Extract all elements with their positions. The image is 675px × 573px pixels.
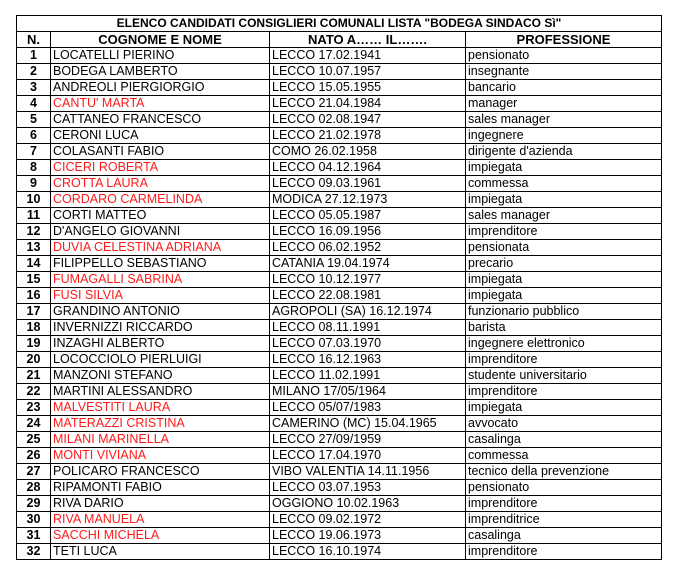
candidates-document [16, 15, 662, 560]
profession: impiegata [466, 288, 662, 304]
candidate-name: CICERI ROBERTA [51, 160, 270, 176]
table-row [17, 160, 662, 176]
profession: pensionato [466, 48, 662, 64]
profession: studente universitario [466, 368, 662, 384]
candidate-name: FUSI SILVIA [51, 288, 270, 304]
candidate-name: GRANDINO ANTONIO [51, 304, 270, 320]
candidate-name: POLICARO FRANCESCO [51, 464, 270, 480]
profession: bancario [466, 80, 662, 96]
birth-place-date: LECCO 27/09/1959 [270, 432, 466, 448]
row-number: 20 [17, 352, 51, 368]
birth-place-date: LECCO 08.11.1991 [270, 320, 466, 336]
birth-place-date: LECCO 15.05.1955 [270, 80, 466, 96]
column-header-row [17, 32, 662, 48]
candidate-name: RIVA MANUELA [51, 512, 270, 528]
table-row [17, 496, 662, 512]
table-row [17, 192, 662, 208]
row-number: 19 [17, 336, 51, 352]
birth-place-date: OGGIONO 10.02.1963 [270, 496, 466, 512]
table-row [17, 464, 662, 480]
table-title-row [17, 16, 662, 32]
row-number: 28 [17, 480, 51, 496]
row-number: 13 [17, 240, 51, 256]
profession: imprenditore [466, 544, 662, 560]
candidate-name: MILANI MARINELLA [51, 432, 270, 448]
row-number: 10 [17, 192, 51, 208]
candidate-name: CERONI LUCA [51, 128, 270, 144]
profession: precario [466, 256, 662, 272]
birth-place-date: LECCO 16.12.1963 [270, 352, 466, 368]
row-number: 21 [17, 368, 51, 384]
row-number: 9 [17, 176, 51, 192]
table-row [17, 512, 662, 528]
candidates-table [16, 15, 662, 560]
candidate-name: LOCOCCIOLO PIERLUIGI [51, 352, 270, 368]
birth-place-date: LECCO 17.02.1941 [270, 48, 466, 64]
table-row [17, 176, 662, 192]
row-number: 32 [17, 544, 51, 560]
profession: tecnico della prevenzione [466, 464, 662, 480]
birth-place-date: LECCO 17.04.1970 [270, 448, 466, 464]
profession: sales manager [466, 112, 662, 128]
candidate-name: TETI LUCA [51, 544, 270, 560]
row-number: 18 [17, 320, 51, 336]
birth-place-date: LECCO 02.08.1947 [270, 112, 466, 128]
birth-place-date: LECCO 10.07.1957 [270, 64, 466, 80]
birth-place-date: LECCO 05.05.1987 [270, 208, 466, 224]
table-row [17, 96, 662, 112]
profession: ingegnere elettronico [466, 336, 662, 352]
table-row [17, 64, 662, 80]
row-number: 30 [17, 512, 51, 528]
profession: pensionata [466, 240, 662, 256]
row-number: 8 [17, 160, 51, 176]
table-row [17, 208, 662, 224]
birth-place-date: MODICA 27.12.1973 [270, 192, 466, 208]
profession: imprenditore [466, 352, 662, 368]
column-header-number: N. [17, 32, 51, 48]
table-row [17, 384, 662, 400]
row-number: 27 [17, 464, 51, 480]
birth-place-date: LECCO 09.02.1972 [270, 512, 466, 528]
profession: ingegnere [466, 128, 662, 144]
table-row [17, 288, 662, 304]
birth-place-date: LECCO 10.12.1977 [270, 272, 466, 288]
birth-place-date: LECCO 19.06.1973 [270, 528, 466, 544]
table-row [17, 272, 662, 288]
row-number: 22 [17, 384, 51, 400]
profession: imprenditore [466, 224, 662, 240]
table-row [17, 144, 662, 160]
profession: imprenditrice [466, 512, 662, 528]
row-number: 4 [17, 96, 51, 112]
candidate-name: INZAGHI ALBERTO [51, 336, 270, 352]
table-row [17, 544, 662, 560]
table-title: ELENCO CANDIDATI CONSIGLIERI COMUNALI LISTA "BODEGA SINDACO Sì" [17, 16, 662, 32]
table-row [17, 224, 662, 240]
candidate-name: COLASANTI FABIO [51, 144, 270, 160]
row-number: 29 [17, 496, 51, 512]
birth-place-date: AGROPOLI (SA) 16.12.1974 [270, 304, 466, 320]
candidate-name: MANZONI STEFANO [51, 368, 270, 384]
candidate-name: RIPAMONTI FABIO [51, 480, 270, 496]
table-row [17, 448, 662, 464]
table-row [17, 432, 662, 448]
birth-place-date: CAMERINO (MC) 15.04.1965 [270, 416, 466, 432]
profession: sales manager [466, 208, 662, 224]
birth-place-date: LECCO 07.03.1970 [270, 336, 466, 352]
birth-place-date: LECCO 21.02.1978 [270, 128, 466, 144]
row-number: 23 [17, 400, 51, 416]
row-number: 7 [17, 144, 51, 160]
table-row [17, 48, 662, 64]
table-row [17, 336, 662, 352]
birth-place-date: LECCO 11.02.1991 [270, 368, 466, 384]
candidate-name: BODEGA LAMBERTO [51, 64, 270, 80]
candidate-name: INVERNIZZI RICCARDO [51, 320, 270, 336]
birth-place-date: COMO 26.02.1958 [270, 144, 466, 160]
row-number: 11 [17, 208, 51, 224]
birth-place-date: LECCO 16.10.1974 [270, 544, 466, 560]
row-number: 12 [17, 224, 51, 240]
birth-place-date: LECCO 16.09.1956 [270, 224, 466, 240]
profession: funzionario pubblico [466, 304, 662, 320]
birth-place-date: LECCO 05/07/1983 [270, 400, 466, 416]
profession: commessa [466, 448, 662, 464]
table-row [17, 480, 662, 496]
candidate-name: LOCATELLI PIERINO [51, 48, 270, 64]
profession: impiegata [466, 192, 662, 208]
birth-place-date: LECCO 04.12.1964 [270, 160, 466, 176]
table-row [17, 528, 662, 544]
table-row [17, 128, 662, 144]
row-number: 26 [17, 448, 51, 464]
row-number: 16 [17, 288, 51, 304]
candidate-name: FUMAGALLI SABRINA [51, 272, 270, 288]
profession: impiegata [466, 272, 662, 288]
row-number: 3 [17, 80, 51, 96]
candidate-name: MATERAZZI CRISTINA [51, 416, 270, 432]
candidate-name: MARTINI ALESSANDRO [51, 384, 270, 400]
candidate-name: CORTI MATTEO [51, 208, 270, 224]
candidate-name: RIVA DARIO [51, 496, 270, 512]
candidate-name: MONTI VIVIANA [51, 448, 270, 464]
table-row [17, 304, 662, 320]
row-number: 5 [17, 112, 51, 128]
table-row [17, 320, 662, 336]
profession: impiegata [466, 400, 662, 416]
column-header-profession: PROFESSIONE [466, 32, 662, 48]
profession: casalinga [466, 528, 662, 544]
birth-place-date: CATANIA 19.04.1974 [270, 256, 466, 272]
birth-place-date: VIBO VALENTIA 14.11.1956 [270, 464, 466, 480]
row-number: 15 [17, 272, 51, 288]
birth-place-date: MILANO 17/05/1964 [270, 384, 466, 400]
profession: insegnante [466, 64, 662, 80]
table-row [17, 352, 662, 368]
birth-place-date: LECCO 03.07.1953 [270, 480, 466, 496]
row-number: 24 [17, 416, 51, 432]
profession: avvocato [466, 416, 662, 432]
candidate-name: CANTU' MARTA [51, 96, 270, 112]
table-row [17, 400, 662, 416]
candidate-name: D'ANGELO GIOVANNI [51, 224, 270, 240]
candidate-name: MALVESTITI LAURA [51, 400, 270, 416]
profession: imprenditore [466, 496, 662, 512]
table-body [17, 48, 662, 560]
profession: pensionato [466, 480, 662, 496]
table-row [17, 112, 662, 128]
birth-place-date: LECCO 21.04.1984 [270, 96, 466, 112]
profession: casalinga [466, 432, 662, 448]
row-number: 25 [17, 432, 51, 448]
profession: barista [466, 320, 662, 336]
candidate-name: ANDREOLI PIERGIORGIO [51, 80, 270, 96]
table-row [17, 368, 662, 384]
row-number: 6 [17, 128, 51, 144]
row-number: 2 [17, 64, 51, 80]
birth-place-date: LECCO 09.03.1961 [270, 176, 466, 192]
candidate-name: SACCHI MICHELA [51, 528, 270, 544]
profession: manager [466, 96, 662, 112]
birth-place-date: LECCO 06.02.1952 [270, 240, 466, 256]
candidate-name: DUVIA CELESTINA ADRIANA [51, 240, 270, 256]
table-row [17, 256, 662, 272]
profession: commessa [466, 176, 662, 192]
column-header-name: COGNOME E NOME [51, 32, 270, 48]
table-row [17, 416, 662, 432]
candidate-name: CROTTA LAURA [51, 176, 270, 192]
row-number: 31 [17, 528, 51, 544]
candidate-name: FILIPPELLO SEBASTIANO [51, 256, 270, 272]
row-number: 1 [17, 48, 51, 64]
candidate-name: CORDARO CARMELINDA [51, 192, 270, 208]
table-row [17, 80, 662, 96]
row-number: 14 [17, 256, 51, 272]
profession: impiegata [466, 160, 662, 176]
table-row [17, 240, 662, 256]
column-header-birth: NATO A…… IL……. [270, 32, 466, 48]
row-number: 17 [17, 304, 51, 320]
profession: imprenditore [466, 384, 662, 400]
birth-place-date: LECCO 22.08.1981 [270, 288, 466, 304]
profession: dirigente d'azienda [466, 144, 662, 160]
candidate-name: CATTANEO FRANCESCO [51, 112, 270, 128]
